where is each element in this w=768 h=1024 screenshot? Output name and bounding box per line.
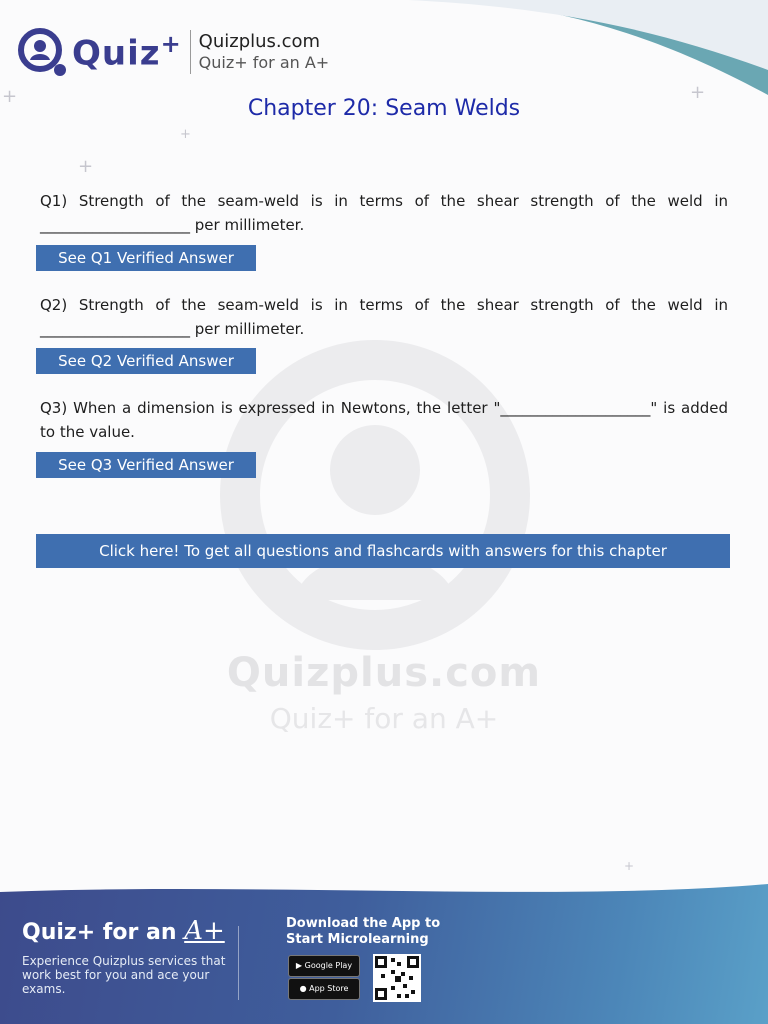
question-2-text: Q2) Strength of the seam-weld is in terms of the shear strength of the weld in ____________________ per millimeter. [40,296,728,338]
google-play-badge[interactable]: ▶ Google Play [288,955,360,977]
plus-decoration-icon: + [690,82,706,103]
watermark-tagline: Quiz+ for an A+ [269,702,499,735]
footer-brand: Quiz+ for an A+ [22,916,225,946]
plus-decoration-icon: + [2,86,18,107]
google-play-icon: ▶ [295,961,303,970]
logo-text [199,31,330,73]
qr-code-icon [375,956,419,1000]
download-app-text: Download the App to Start Microlearning [286,916,441,947]
quiz-logo-icon [16,26,70,78]
footer-description: Experience Quizplus services that work best for you and ace your exams. [22,954,226,996]
logo-wordmark: Quiz+ [72,30,182,74]
app-store-badge[interactable]: ● App Store [288,978,360,1000]
question-1-text: Q1) Strength of the seam-weld is in terms of the shear strength of the weld in ____________________ per millimeter. [40,192,728,234]
plus-decoration-icon: + [624,859,635,873]
qr-code [373,954,421,1002]
corner-swoosh-decoration [408,0,768,110]
see-q2-answer-button[interactable]: See Q2 Verified Answer [36,348,256,374]
apple-icon: ● [299,984,307,993]
chapter-title: Chapter 20: Seam Welds [247,96,521,121]
watermark-site-name: Quizplus.com [226,650,542,696]
logo-tagline: Quiz+ for an A+ [198,53,330,72]
header-logo[interactable] [16,26,329,78]
see-q1-answer-button[interactable]: See Q1 Verified Answer [36,245,256,271]
footer-divider [238,926,239,1000]
question-3-text: Q3) When a dimension is expressed in Newtons, the letter "____________________" is added to the value. [40,399,728,441]
plus-decoration-icon: + [78,156,94,177]
footer-wave-decoration [0,880,768,910]
logo-site-name: Quizplus.com [198,31,321,52]
watermark-logo-icon [210,330,540,660]
plus-decoration-icon: + [180,127,191,142]
logo-divider [190,30,191,74]
get-all-questions-button[interactable]: Click here! To get all questions and flashcards with answers for this chapter [36,534,730,568]
see-q3-answer-button[interactable]: See Q3 Verified Answer [36,452,256,478]
